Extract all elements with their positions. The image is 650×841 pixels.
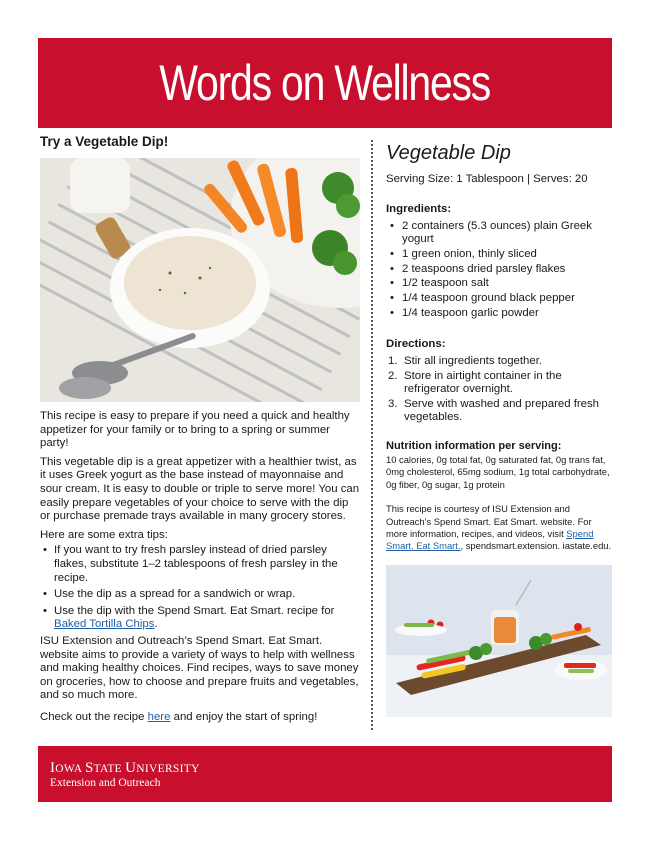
list-item: 1. Stir all ingredients together. (388, 354, 543, 367)
list-item: 3. Serve with washed and prepared fresh vegetables. (388, 397, 600, 423)
nutrition-facts: 10 calories, 0g total fat, 0g saturated fat, 0g trans fat, 0mg cholesterol, 65mg sodium, 1g total carbohydrate, 0g fiber, 0g sugar, 1g protein (386, 453, 610, 490)
intro-paragraph-2: This vegetable dip is a great appetizer with a healthier twist, as it uses Greek yogurt as the base instead of mayonnaise and sour cream. It is easy to double or triple to serve more! You can easily prepare vegetables of your choice to serve with the dip or purchase premade trays available in many grocery stores. (40, 455, 360, 523)
ingredients-list (386, 220, 614, 320)
recipe-title: Vegetable Dip (386, 142, 511, 164)
iowa-state-university-wordmark: IOWA STATE UNIVERSITY (50, 760, 200, 776)
article-heading: Try a Vegetable Dip! (40, 134, 169, 149)
tips-heading: Here are some extra tips: (40, 528, 168, 541)
recipe-here-link[interactable]: here (147, 710, 171, 723)
tips-list (40, 544, 360, 632)
newsletter-title: Words on Wellness (159, 55, 491, 111)
extension-outreach-label: Extension and Outreach (50, 777, 161, 789)
directions-heading: Directions: (386, 337, 446, 350)
dip-bowl-photo (40, 158, 360, 402)
list-item: • 1/2 teaspoon salt (390, 277, 489, 290)
closing-paragraph: Check out the recipe here and enjoy the start of spring! (40, 710, 318, 723)
baked-tortilla-chips-link[interactable]: Baked Tortilla Chips (54, 618, 155, 631)
ingredients-heading: Ingredients: (386, 203, 452, 215)
list-item: • 1/4 teaspoon ground black pepper (390, 292, 575, 305)
list-item: • 2 teaspoons dried parsley flakes (390, 262, 566, 275)
directions-list (386, 355, 614, 424)
nutrition-heading: Nutrition information per serving: (386, 439, 562, 452)
title-banner (38, 38, 612, 128)
list-item: • 1/4 teaspoon garlic powder (390, 306, 539, 319)
list-item: • If you want to try fresh parsley instead of dried parsley flakes, substitute 1–2 tablespoons of fresh parsley in the recipe. (43, 544, 338, 584)
article-column (40, 134, 360, 729)
list-item: • 1 green onion, thinly sliced (390, 247, 537, 260)
courtesy-note: This recipe is courtesy of ISU Extension and Outreach’s Spend Smart. Eat Smart. website. For more information, recipes, and videos, visit Spend Smart. Eat Smart., spendsmart.extension. iastate.edu. (386, 503, 612, 552)
footer-banner (38, 746, 612, 802)
column-divider (371, 140, 373, 730)
intro-paragraph-1: This recipe is easy to prepare if you need a quick and healthy appetizer for your family or to bring to a spring or summer party! (40, 410, 350, 450)
serving-info: Serving Size: 1 Tablespoon | Serves: 20 (386, 173, 588, 185)
spend-smart-link[interactable]: Spend Smart. Eat Smart. (386, 527, 594, 552)
list-item: • Use the dip as a spread for a sandwich or wrap. (43, 588, 296, 601)
recipe-column (386, 142, 614, 717)
list-item: 2. Store in airtight container in the refrigerator overnight. (388, 369, 562, 395)
about-paragraph: ISU Extension and Outreach’s Spend Smart. Eat Smart. website aims to provide a variety of ways to help with wellness and making healthy choices. Find recipes, ways to save money on groceries, how to choose and prepare fruits and vegetables, and so much more. (40, 634, 359, 702)
list-item: • 2 containers (5.3 ounces) plain Greek yogurt (390, 220, 592, 246)
vegetable-tray-photo (386, 565, 612, 717)
list-item: • Use the dip with the Spend Smart. Eat Smart. recipe for Baked Tortilla Chips. (43, 604, 335, 631)
